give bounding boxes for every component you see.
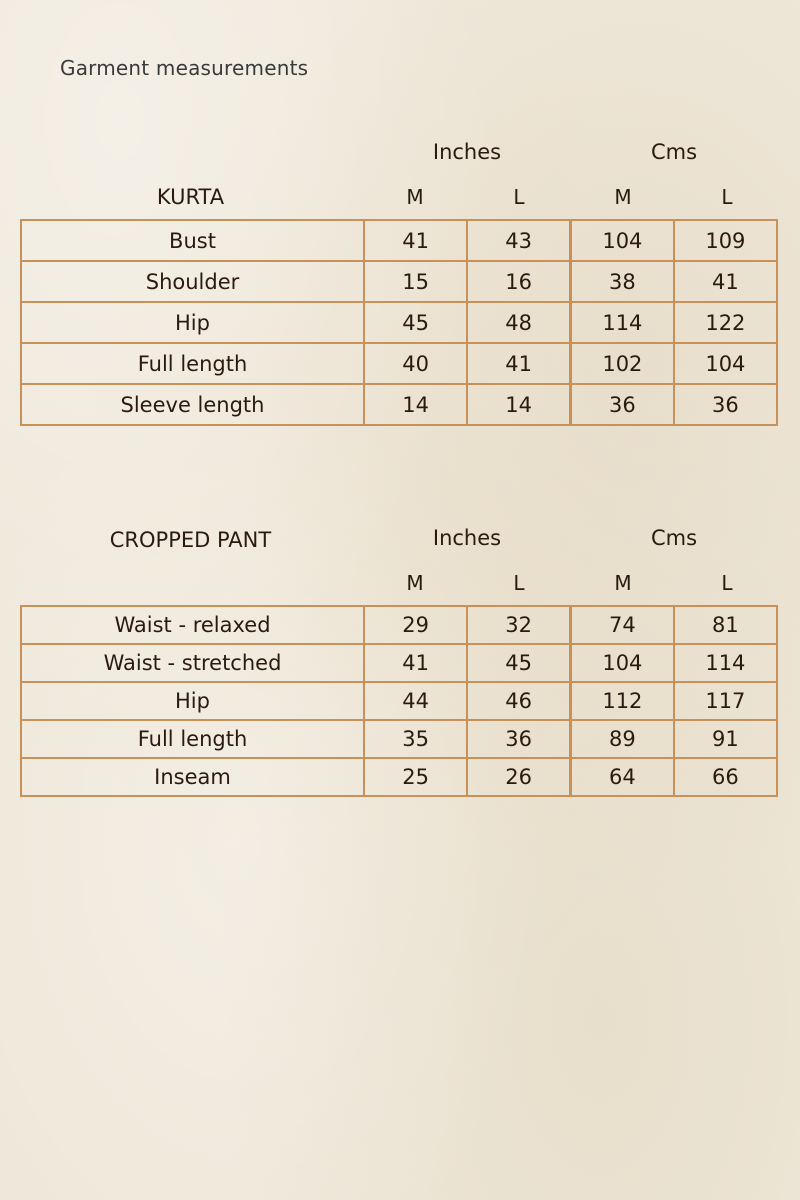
table-cell: 89: [571, 720, 674, 758]
table-row: [21, 302, 777, 343]
table-cell: 14: [364, 384, 467, 425]
table-row: [21, 682, 777, 720]
table-cell: 114: [674, 644, 777, 682]
pant-title: CROPPED PANT: [109, 528, 272, 552]
table-cell: 40: [364, 343, 467, 384]
table-cell: 46: [467, 682, 570, 720]
pant-size-chart: [20, 526, 778, 816]
table-cell: 114: [571, 302, 674, 343]
table-cell: 41: [364, 220, 467, 261]
table-cell: 38: [571, 261, 674, 302]
pant-size-inches-m: M: [406, 571, 424, 595]
table-cell: 112: [571, 682, 674, 720]
pant-size-cms-l: L: [721, 571, 733, 595]
table-cell: 26: [467, 758, 570, 796]
table-cell: 29: [364, 606, 467, 644]
table-row: [21, 261, 777, 302]
table-cell: 41: [467, 343, 570, 384]
table-cell: 36: [674, 384, 777, 425]
table-cell: 102: [571, 343, 674, 384]
row-label: Hip: [21, 682, 364, 720]
table-row: [21, 606, 777, 644]
table-cell: 104: [571, 644, 674, 682]
table-row: [21, 220, 777, 261]
table-cell: 25: [364, 758, 467, 796]
row-label: Waist - stretched: [21, 644, 364, 682]
kurta-unit-inches: Inches: [432, 140, 502, 164]
table-cell: 104: [571, 220, 674, 261]
table-cell: 81: [674, 606, 777, 644]
kurta-size-cms-m: M: [614, 185, 632, 209]
table-cell: 36: [467, 720, 570, 758]
kurta-size-cms-l: L: [721, 185, 733, 209]
table-cell: 41: [674, 261, 777, 302]
table-cell: 104: [674, 343, 777, 384]
table-cell: 35: [364, 720, 467, 758]
table-cell: 41: [364, 644, 467, 682]
row-label: Inseam: [21, 758, 364, 796]
table-row: [21, 343, 777, 384]
row-label: Shoulder: [21, 261, 364, 302]
table-cell: 32: [467, 606, 570, 644]
table-cell: 109: [674, 220, 777, 261]
kurta-unit-cms: Cms: [650, 140, 698, 164]
kurta-title: KURTA: [156, 185, 225, 209]
row-label: Sleeve length: [21, 384, 364, 425]
table-cell: 122: [674, 302, 777, 343]
table-cell: 91: [674, 720, 777, 758]
table-row: [21, 758, 777, 796]
table-cell: 36: [571, 384, 674, 425]
kurta-size-inches-l: L: [513, 185, 525, 209]
row-label: Full length: [21, 720, 364, 758]
table-cell: 44: [364, 682, 467, 720]
pant-size-inches-l: L: [513, 571, 525, 595]
table-row: [21, 644, 777, 682]
table-cell: 117: [674, 682, 777, 720]
row-label: Hip: [21, 302, 364, 343]
kurta-table: [20, 219, 778, 426]
row-label: Waist - relaxed: [21, 606, 364, 644]
row-label: Full length: [21, 343, 364, 384]
table-cell: 64: [571, 758, 674, 796]
table-cell: 74: [571, 606, 674, 644]
kurta-size-inches-m: M: [406, 185, 424, 209]
table-cell: 16: [467, 261, 570, 302]
pant-unit-inches: Inches: [432, 526, 502, 550]
table-cell: 14: [467, 384, 570, 425]
table-row: [21, 384, 777, 425]
table-cell: 48: [467, 302, 570, 343]
kurta-size-chart: [20, 140, 778, 440]
row-label: Bust: [21, 220, 364, 261]
table-cell: 15: [364, 261, 467, 302]
table-cell: 45: [467, 644, 570, 682]
pant-table: [20, 605, 778, 797]
table-row: [21, 720, 777, 758]
table-cell: 66: [674, 758, 777, 796]
table-cell: 43: [467, 220, 570, 261]
pant-size-cms-m: M: [614, 571, 632, 595]
table-cell: 45: [364, 302, 467, 343]
page-title: Garment measurements: [60, 56, 309, 80]
pant-unit-cms: Cms: [650, 526, 698, 550]
